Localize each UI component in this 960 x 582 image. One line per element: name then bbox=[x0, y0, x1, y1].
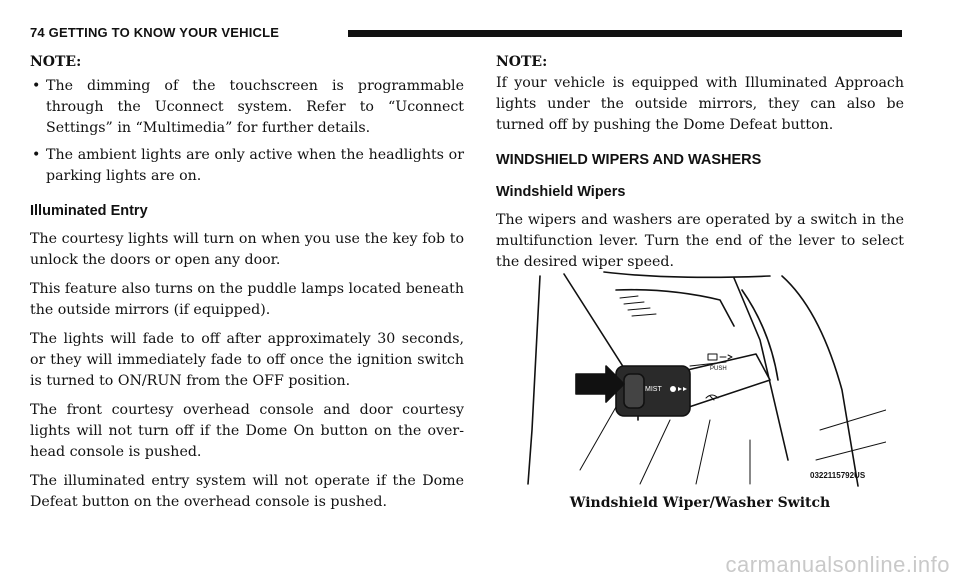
watermark: carmanualsonline.info bbox=[725, 552, 950, 577]
mist-label: MIST bbox=[645, 386, 662, 393]
right-lines bbox=[816, 410, 886, 460]
note-bullet-list bbox=[30, 76, 464, 187]
vent-slats bbox=[620, 296, 656, 316]
lever-end-knob bbox=[616, 366, 690, 416]
note-bullet-item: • The ambient lights are only active when the headlights or parking lights are on. bbox=[32, 147, 464, 184]
page-header bbox=[30, 24, 902, 42]
subheading: Windshield Wipers bbox=[496, 184, 626, 200]
chapter-heading: WINDSHIELD WIPERS AND WASHERS bbox=[496, 152, 762, 168]
paragraph: The wipers and washers are operated by a switch in the multifunction lever. Turn the end of the lever to select the desired wiper speed. bbox=[496, 212, 904, 270]
paragraph: This feature also turns on the puddle lamps located beneath the outside mirrors (if equipped). bbox=[30, 281, 465, 318]
note-label: NOTE: bbox=[496, 54, 548, 70]
figure-caption: Windshield Wiper/Washer Switch bbox=[569, 495, 831, 511]
bullet-text: The dimming of the touchscreen is programmable through the Uconnect system. Refer to “Uconnect Settings” in “Multimedia” for further details. bbox=[46, 78, 464, 136]
header-rule bbox=[348, 30, 902, 37]
page-header-text: 74 GETTING TO KNOW YOUR VEHICLE bbox=[30, 25, 280, 40]
left-column bbox=[30, 52, 464, 513]
panel-curve bbox=[782, 276, 858, 486]
paragraph: The lights will fade to off after approximately 30 seconds, or they will immediately fade to off once the ignition switch is turned to ON/RUN from the OFF position. bbox=[30, 331, 464, 389]
bullet-text: The ambient lights are only active when the headlights or parking lights are on. bbox=[46, 147, 464, 184]
paragraph: The illuminated entry system will not operate if the Dome Defeat button on the overhead console is pushed. bbox=[30, 473, 464, 510]
figure-code: 0322115792US bbox=[810, 471, 866, 480]
paragraph: The front courtesy overhead console and door courtesy lights will not turn off if the Dome On button on the over- head console is pushed. bbox=[30, 402, 464, 460]
lamp-symbol bbox=[708, 354, 717, 360]
note-text: If your vehicle is equipped with Illuminated Approach lights under the outside mirrors, they can also be turned off by pushing the Dome Defeat button. bbox=[496, 75, 904, 133]
right-column bbox=[496, 52, 904, 273]
left-edge bbox=[528, 276, 540, 484]
section-heading: Illuminated Entry bbox=[30, 203, 148, 219]
push-label: PUSH bbox=[710, 366, 727, 372]
paragraph: The courtesy lights will turn on when you use the key fob to unlock the doors or open any door. bbox=[30, 231, 464, 268]
note-label: NOTE: bbox=[30, 54, 82, 70]
vent-outline bbox=[616, 290, 734, 326]
dash-line bbox=[604, 272, 770, 277]
wiper-switch-illustration bbox=[520, 270, 886, 488]
note-bullet-item: • The dimming of the touchscreen is programmable through the Uconnect system. Refer to “Uconnect Settings” in “Multimedia” for further details. bbox=[32, 78, 464, 136]
